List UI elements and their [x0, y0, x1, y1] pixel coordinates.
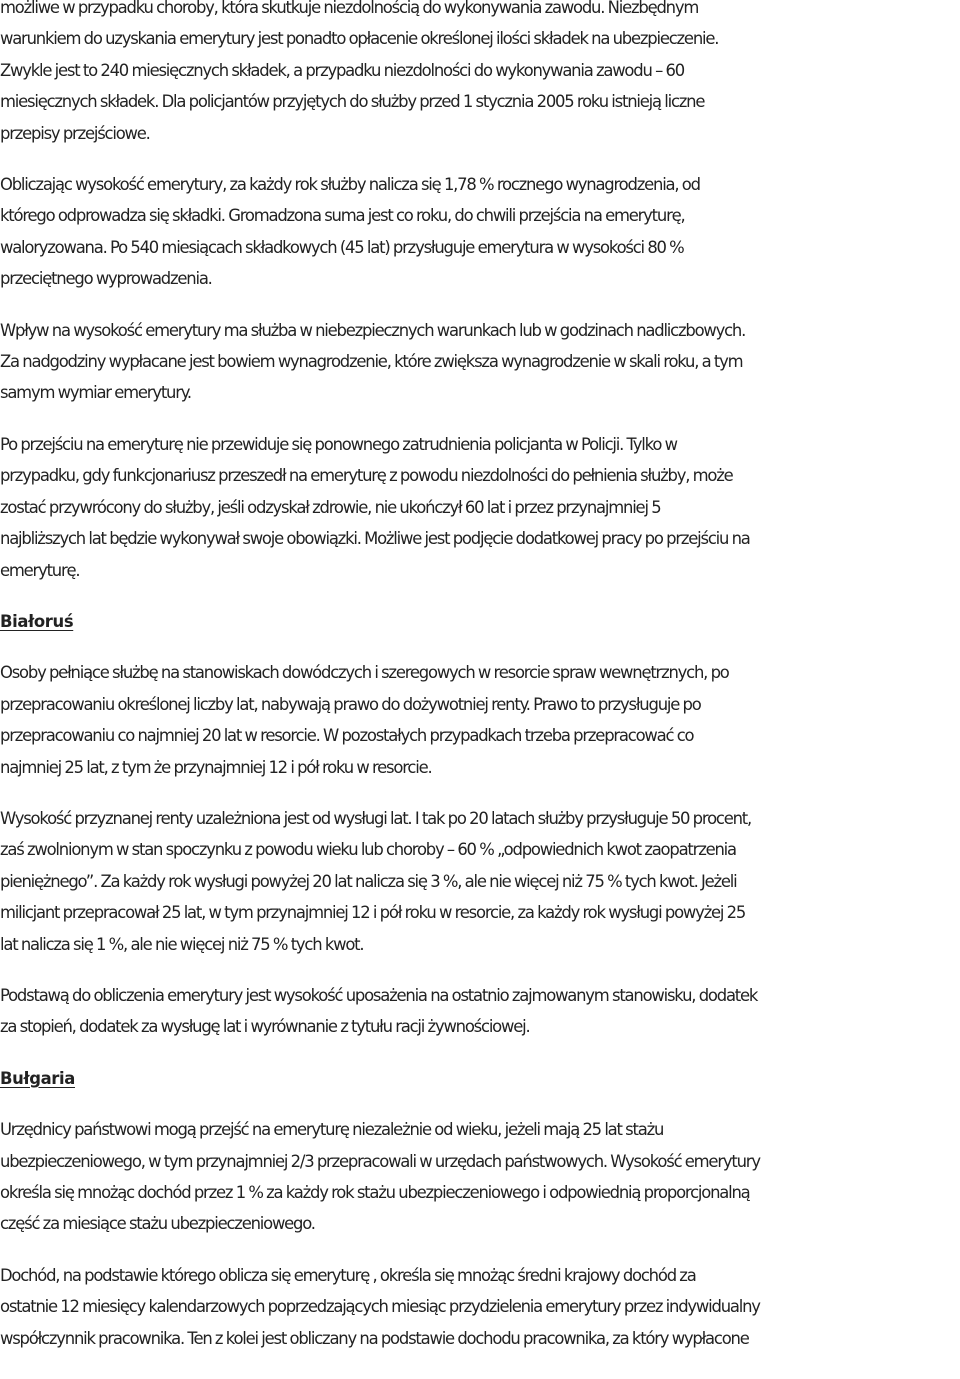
text-line: lat nalicza się 1 %, ale nie więcej niż 75 % tych kwot.: [0, 934, 364, 954]
text-line: waloryzowana. Po 540 miesiącach składkowych (45 lat) przysługuje emerytura w wysokości 80 %: [0, 237, 684, 257]
text-line: Wysokość przyznanej renty uzależniona jest od wysługi lat. I tak po 20 latach służby przysługuje 50 procent,: [0, 808, 752, 828]
text-line: emeryturę.: [0, 560, 80, 580]
section-heading-bulgaria: Bułgaria: [0, 1068, 75, 1088]
paragraph-retirement-conditions: [0, 0, 960, 149]
text-line: samym wymiar emerytury.: [0, 383, 191, 403]
text-line: Urzędnicy państwowi mogą przejść na emeryturę niezależnie od wieku, jeżeli mają 25 lat stażu: [0, 1120, 664, 1140]
text-line: warunkiem do uzyskania emerytury jest ponadto opłacenie określonej ilości składek na ubezpieczenie.: [0, 29, 719, 49]
text-line: ostatnie 12 miesięcy kalendarzowych poprzedzających miesiąc przydzielenia emerytury przez indywidualny: [0, 1297, 760, 1317]
text-line: zostać przywrócony do służby, jeśli odzyskał zdrowie, nie ukończył 60 lat i przez przynajmniej 5: [0, 497, 661, 517]
paragraph-bulgaria-income: [0, 1260, 960, 1354]
text-line: Dochód, na podstawie którego oblicza się emeryturę , określa się mnożąc średni krajowy dochód za: [0, 1265, 696, 1285]
text-line: możliwe w przypadku choroby, która skutkuje niezdolnością do wykonywania zawodu. Niezbędnym: [0, 0, 699, 17]
text-line: Podstawą do obliczenia emerytury jest wysokość uposażenia na ostatnio zajmowanym stanowisku, dodatek: [0, 985, 758, 1005]
paragraph-bulgaria-eligibility: [0, 1114, 960, 1240]
text-line: Zwykle jest to 240 miesięcznych składek, a przypadku niezdolności do wykonywania zawodu – 60: [0, 60, 684, 80]
text-line: najbliższych lat będzie wykonywał swoje obowiązki. Możliwe jest podjęcie dodatkowej pracy po przejściu na: [0, 529, 750, 549]
text-line: przepracowaniu określonej liczby lat, nabywają prawo do dożywotniej renty. Prawo to przysługuje po: [0, 694, 701, 714]
text-line: przepisy przejściowe.: [0, 123, 150, 143]
paragraph-belarus-amount: [0, 803, 960, 960]
paragraph-pension-calculation: [0, 169, 960, 295]
text-line: przypadku, gdy funkcjonariusz przeszedł na emeryturę z powodu niezdolności do pełnienia służby, może: [0, 466, 733, 486]
paragraph-dangerous-service: [0, 315, 960, 409]
text-line: ubezpieczeniowego, w tym przynajmniej 2/3 przepracowali w urzędach państwowych. Wysokość emerytury: [0, 1151, 760, 1171]
text-line: współczynnik pracownika. Ten z kolei jest obliczany na podstawie dochodu pracownika, za który wypłacone: [0, 1328, 749, 1348]
text-line: Wpływ na wysokość emerytury ma służba w niebezpiecznych warunkach lub w godzinach nadliczbowych.: [0, 320, 746, 340]
text-line: miesięcznych składek. Dla policjantów przyjętych do służby przed 1 stycznia 2005 roku istnieją liczne: [0, 92, 705, 112]
section-heading-belarus: Białoruś: [0, 611, 74, 631]
text-line: pieniężnego”. Za każdy rok wysługi powyżej 20 lat nalicza się 3 %, ale nie więcej niż 75 % tych kwot. Jeżeli: [0, 871, 737, 891]
text-line: za stopień, dodatek za wysługę lat i wyrównanie z tytułu racji żywnościowej.: [0, 1017, 530, 1037]
text-line: którego odprowadza się składki. Gromadzona suma jest co roku, do chwili przejścia na emeryturę,: [0, 206, 685, 226]
text-line: określa się mnożąc dochód przez 1 % za każdy rok stażu ubezpieczeniowego i odpowiednią proporcjonalną: [0, 1183, 750, 1202]
text-line: część za miesiące stażu ubezpieczeniowego.: [0, 1214, 315, 1234]
paragraph-belarus-eligibility: [0, 657, 960, 783]
text-line: przepracowaniu co najmniej 20 lat w resorcie. W pozostałych przypadkach trzeba przepracować co: [0, 726, 694, 746]
text-line: Osoby pełniące służbę na stanowiskach dowódczych i szeregowych w resorcie spraw wewnętrznych, po: [0, 663, 729, 683]
text-line: najmniej 25 lat, z tym że przynajmniej 12 i pół roku w resorcie.: [0, 757, 432, 777]
text-line: przeciętnego wyprowadzenia.: [0, 269, 212, 289]
text-line: zaś zwolnionym w stan spoczynku z powodu wieku lub choroby – 60 % „odpowiednich kwot zaopatrzenia: [0, 840, 736, 860]
paragraph-reemployment: [0, 429, 960, 586]
text-line: milicjant przepracował 25 lat, w tym przynajmniej 12 i pół roku w resorcie, za każdy rok wysługi powyżej 25: [0, 903, 746, 923]
text-line: Obliczając wysokość emerytury, za każdy rok służby nalicza się 1,78 % rocznego wynagrodzenia, od: [0, 175, 700, 195]
text-line: Po przejściu na emeryturę nie przewiduje się ponownego zatrudnienia policjanta w Policji. Tylko w: [0, 434, 677, 454]
paragraph-belarus-basis: [0, 980, 960, 1043]
text-line: Za nadgodziny wypłacane jest bowiem wynagrodzenie, które zwiększa wynagrodzenie w skali roku, a tym: [0, 352, 743, 372]
